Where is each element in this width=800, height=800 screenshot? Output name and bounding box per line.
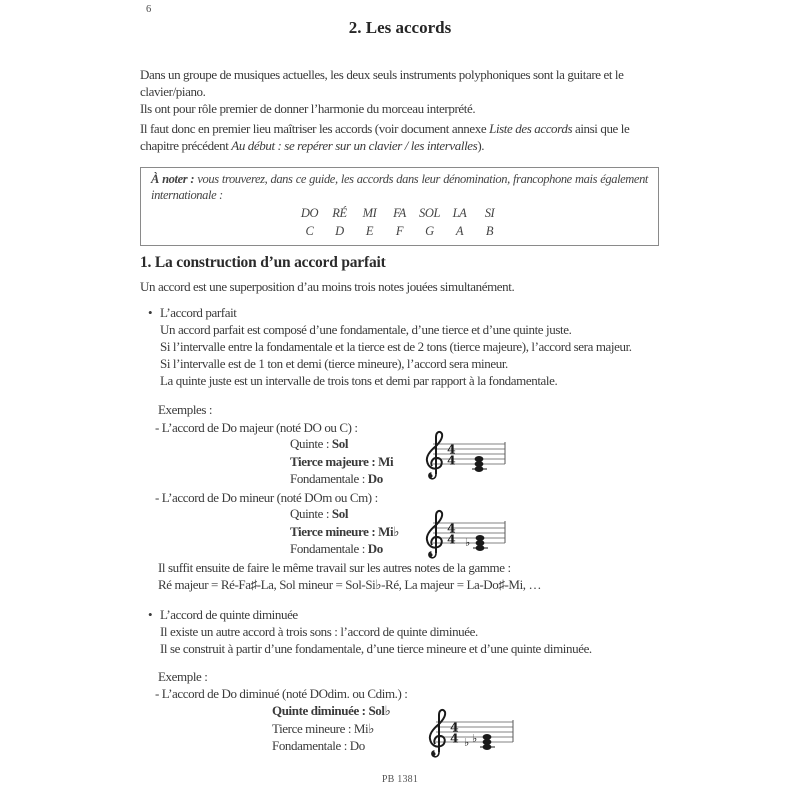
- bullet-title: L’accord de quinte diminuée: [160, 607, 298, 622]
- text-line: Si l’intervalle est de 1 ton et demi (tierce mineure), l’accord sera mineur.: [160, 356, 508, 371]
- solfege-note: SOL: [418, 206, 441, 220]
- text-segment: vous trouverez, dans ce guide, les accords dans leur dénomination, francophone mais également internationale :: [151, 172, 649, 202]
- letter-note: G: [425, 224, 434, 238]
- chapter-title: 2. Les accords: [348, 18, 452, 37]
- plate-number: PB 1381: [381, 774, 419, 785]
- text-line: Si l’intervalle entre la fondamentale et la tierce est de 2 tons (tierce majeure), l’accord sera majeur.: [160, 339, 632, 354]
- example-minor-labels: [290, 505, 399, 558]
- text-line: La quinte juste est un intervalle de trois tons et demi par rapport à la fondamentale.: [160, 373, 558, 388]
- reference-paragraph: [140, 120, 665, 154]
- note-text: [151, 171, 648, 203]
- staff-c-minor: [421, 507, 511, 563]
- time-signature: [447, 521, 456, 547]
- section-intro: Un accord est une superposition d’au moins trois notes jouées simultanément.: [140, 279, 515, 294]
- letter-note: C: [305, 224, 314, 238]
- svg-text:4: 4: [447, 452, 456, 468]
- quinte-line: [290, 435, 393, 453]
- example-minor-intro: - L’accord de Do mineur (noté DOm ou Cm) :: [155, 490, 378, 505]
- solfege-note: DO: [300, 206, 319, 220]
- staff-c-major: [421, 428, 511, 484]
- section-heading: 1. La construction d’un accord parfait: [140, 254, 386, 271]
- staff-c-diminished: [424, 706, 519, 764]
- text-line: Il existe un autre accord à trois sons : l’accord de quinte diminuée.: [160, 624, 478, 639]
- chord-label: Fondamentale :: [290, 541, 368, 556]
- time-signature: [447, 442, 456, 468]
- treble-clef-icon: [427, 432, 442, 479]
- fondamentale-line: [290, 470, 393, 488]
- bullet-icon: •: [148, 305, 153, 320]
- solfege-note: FA: [393, 206, 406, 220]
- quinte-line: Quinte diminuée : Sol♭: [272, 703, 391, 718]
- bullet-icon: •: [148, 607, 153, 622]
- gamme-text-line1: Il suffit ensuite de faire le même travail sur les autres notes de la gamme :: [158, 560, 511, 575]
- time-signature: [450, 720, 459, 746]
- chord-label: Quinte :: [290, 436, 332, 451]
- flat-icon: ♭: [472, 732, 477, 745]
- staff-lines: [433, 442, 505, 464]
- letter-note: A: [455, 224, 464, 238]
- solfege-note: MI: [362, 206, 377, 220]
- letters-row: [151, 223, 648, 239]
- note-label: À noter :: [151, 172, 195, 186]
- italic-reference: Au début : se repérer sur un clavier / les intervalles: [231, 138, 478, 153]
- letter-note: D: [335, 224, 344, 238]
- text-segment: Il faut donc en premier lieu maîtriser les accords (voir document annexe: [140, 121, 490, 136]
- music-staff-svg: [424, 706, 519, 764]
- solfege-note: SI: [484, 206, 495, 220]
- text-line: [140, 137, 665, 154]
- example-label: Exemple :: [158, 669, 208, 684]
- tierce-line: Tierce mineure : Mi♭: [290, 523, 399, 539]
- svg-text:4: 4: [447, 441, 456, 457]
- text-segment: chapitre précédent: [140, 138, 232, 153]
- page-number: 6: [146, 4, 151, 15]
- text-line: Il se construit à partir d’une fondamentale, d’une tierce mineure et d’une quinte diminuée.: [160, 641, 592, 656]
- letter-note: E: [365, 224, 374, 238]
- flat-icon: ♭: [465, 536, 470, 549]
- bullet-perfect-chord: [148, 304, 632, 389]
- tierce-line: Tierce mineure : Mi♭: [272, 720, 374, 736]
- text-line: Ils ont pour rôle premier de donner l’harmonie du morceau interprété.: [140, 101, 476, 116]
- treble-clef-icon: [430, 710, 445, 757]
- chord-value: Do: [367, 471, 383, 486]
- bullet-title-row: [148, 304, 632, 321]
- chord-value: Do: [367, 541, 383, 556]
- intro-paragraph: [140, 66, 665, 117]
- text-segment: ainsi que le: [572, 121, 630, 136]
- letter-note: B: [485, 224, 494, 238]
- fondamentale-line: Fondamentale : Do: [272, 738, 365, 753]
- examples-label: Exemples :: [158, 402, 213, 417]
- chord-label: Fondamentale :: [290, 471, 368, 486]
- bullet-title-row: [148, 606, 592, 623]
- text-line: [140, 120, 665, 137]
- bullet-title: L’accord parfait: [160, 305, 237, 320]
- bullet-diminished-chord: [148, 606, 592, 657]
- example-major-intro: - L’accord de Do majeur (noté DO ou C) :: [155, 420, 358, 435]
- text-line: clavier/piano.: [140, 84, 206, 99]
- treble-clef-icon: [427, 511, 442, 558]
- svg-text:4: 4: [450, 719, 459, 735]
- note-box: [140, 167, 659, 246]
- example-dim-labels: [272, 702, 390, 755]
- text-segment: ).: [477, 138, 485, 153]
- svg-text:4: 4: [447, 531, 456, 547]
- solfege-note: RÉ: [332, 206, 347, 220]
- example-dim-intro: - L’accord de Do diminué (noté DOdim. ou Cdim.) :: [155, 686, 408, 701]
- example-major-labels: [290, 435, 393, 488]
- tierce-line: Tierce majeure : Mi: [290, 453, 394, 469]
- flat-icon: ♭: [464, 736, 469, 749]
- chord-label: Quinte :: [290, 506, 332, 521]
- svg-text:4: 4: [450, 730, 459, 746]
- text-line: Dans un groupe de musiques actuelles, les deux seuls instruments polyphoniques sont la guitare et le: [140, 67, 624, 82]
- chord-value: Sol: [331, 436, 349, 451]
- solfege-row: [151, 205, 648, 221]
- music-staff-svg: [421, 428, 511, 484]
- fondamentale-line: [290, 540, 399, 558]
- italic-reference: Liste des accords: [489, 121, 573, 136]
- solfege-note: LA: [452, 206, 467, 220]
- chord-value: Sol: [331, 506, 349, 521]
- text-line: Un accord parfait est composé d’une fondamentale, d’une tierce et d’une quinte juste.: [160, 322, 572, 337]
- music-staff-svg: [421, 507, 511, 563]
- gamme-text-line2: Ré majeur = Ré-Fa♯-La, Sol mineur = Sol-Si♭-Ré, La majeur = La-Do♯-Mi, …: [158, 577, 542, 592]
- svg-text:4: 4: [447, 520, 456, 536]
- letter-note: F: [395, 224, 404, 238]
- quinte-line: [290, 505, 399, 523]
